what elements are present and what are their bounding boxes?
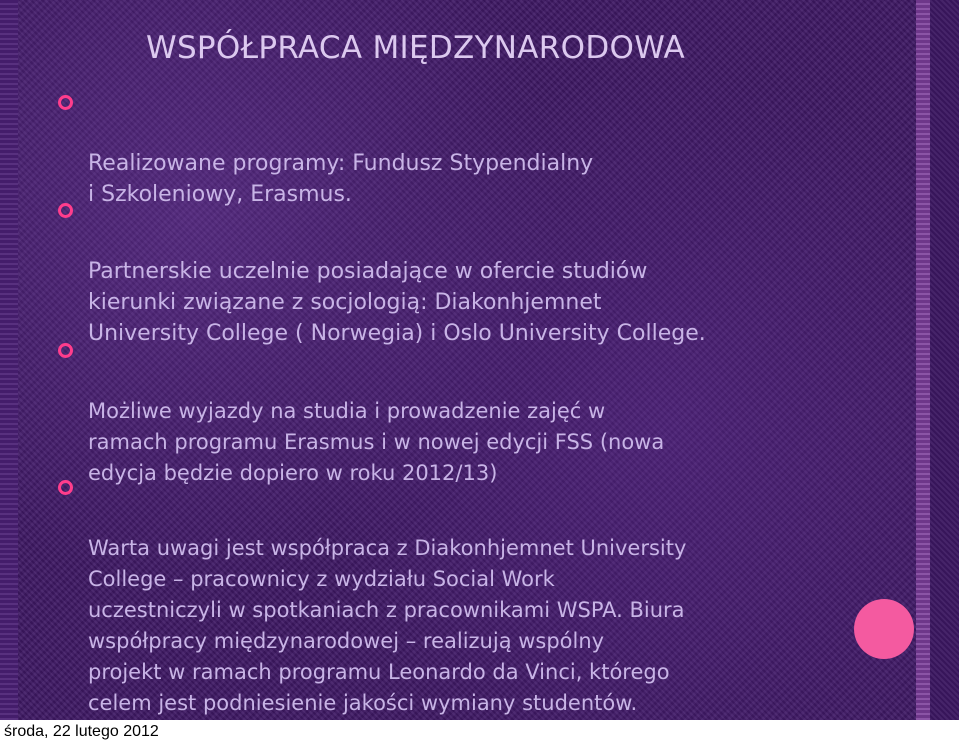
footer-date: środa, 22 lutego 2012 xyxy=(4,723,159,740)
ring-bullet-icon xyxy=(58,480,73,495)
decorative-circle xyxy=(854,599,914,659)
right-edge-texture xyxy=(930,0,959,720)
bullet-text: Partnerskie uczelnie posiadające w ofercie studiów kierunki związane z socjologią: Diakonhjemnet University College ( Norwegia) i Oslo University College. xyxy=(88,259,706,346)
bullet-text: Warta uwagi jest współpraca z Diakonhjemnet University College – pracownicy z wydziału Social Work uczestniczyli w spotkaniach z pracownikami WSPA. Biura współpracy międzynarodowej – realizują wspólny projekt w ramach programu Leonardo da Vinci, którego celem jest podniesienie jakości wymiany studentów. xyxy=(88,536,687,715)
ring-bullet-icon xyxy=(58,203,73,218)
bullet-text: Realizowane programy: Fundusz Stypendialny i Szkoleniowy, Erasmus. xyxy=(88,151,594,207)
left-decorative-strip xyxy=(0,0,18,720)
slide-title: WSPÓŁPRACA MIĘDZYNARODOWA xyxy=(146,30,685,66)
bullet-text: Możliwe wyjazdy na studia i prowadzenie zajęć w ramach programu Erasmus i w nowej edycji FSS (nowa edycja będzie dopiero w roku 2012/13) xyxy=(88,399,665,485)
ring-bullet-icon xyxy=(58,95,73,110)
right-decorative-strip xyxy=(916,0,930,720)
ring-bullet-icon xyxy=(58,343,73,358)
bullet-item xyxy=(88,471,828,742)
